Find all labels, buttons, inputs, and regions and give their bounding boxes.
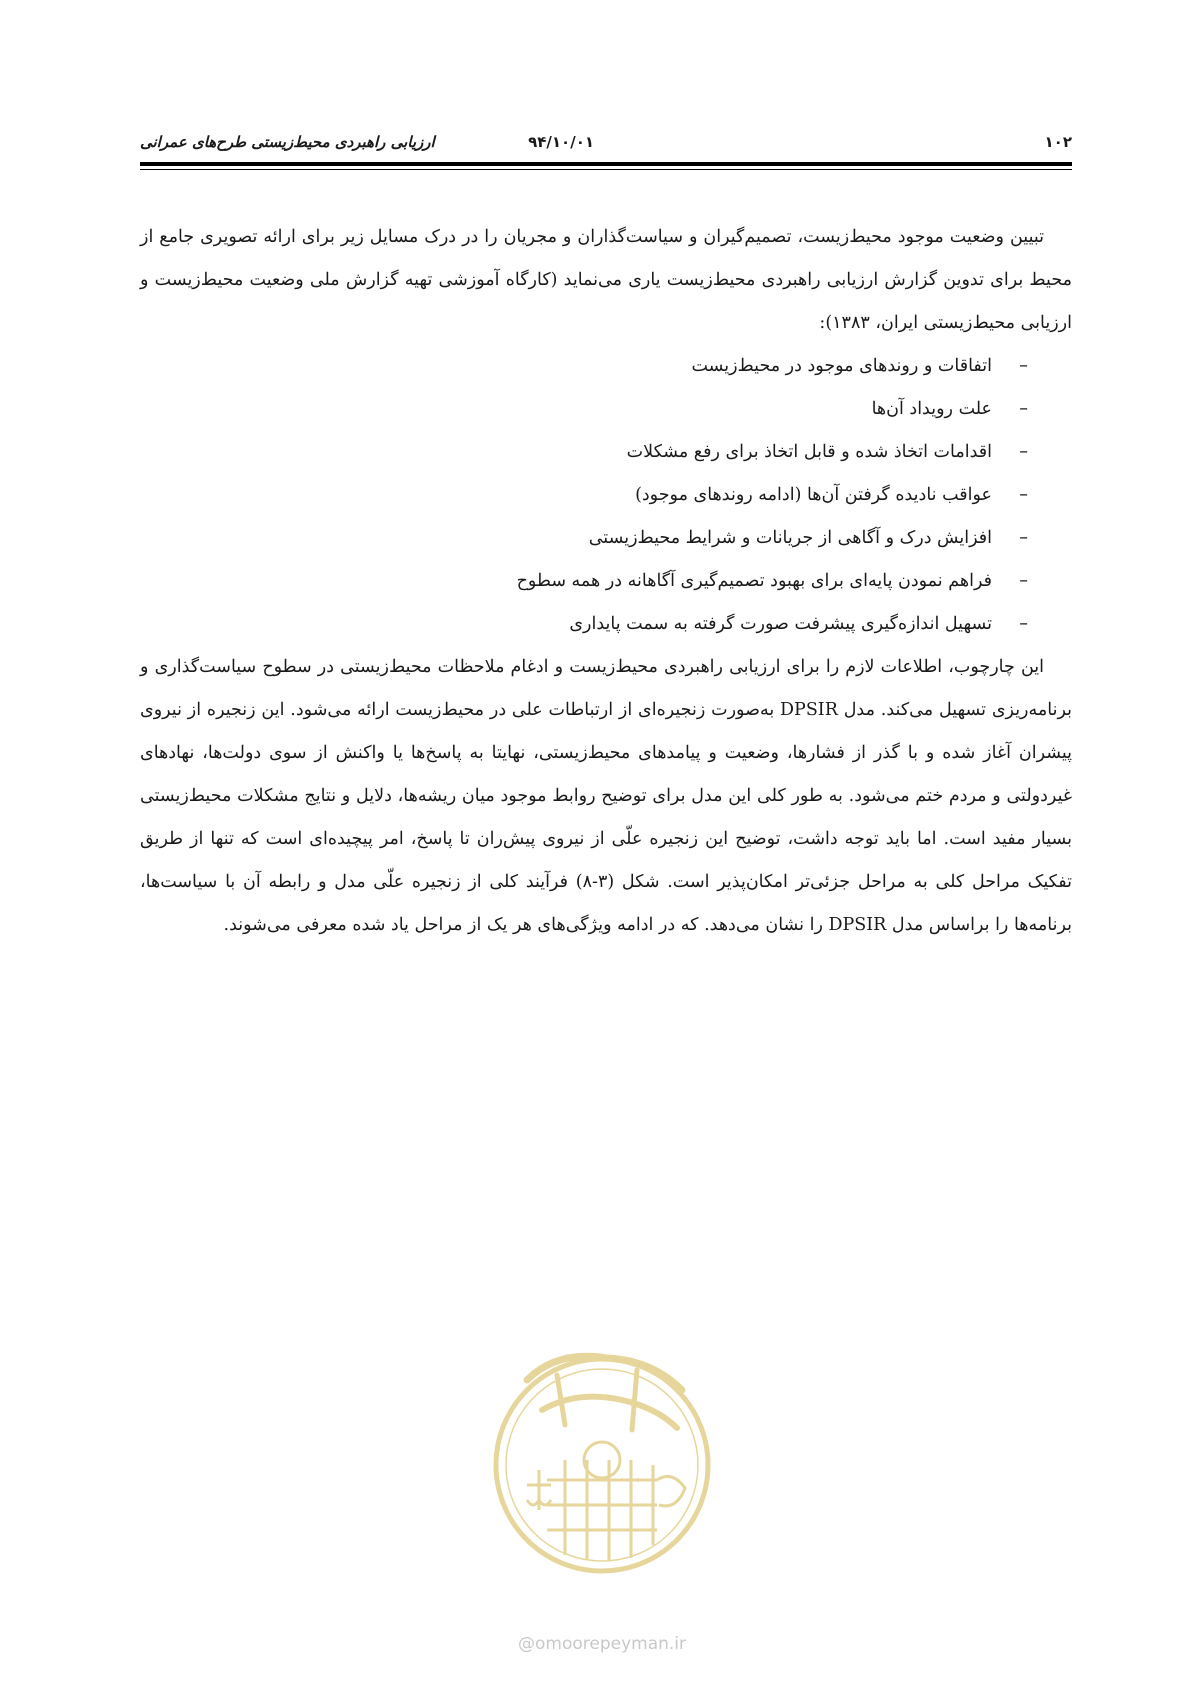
list-item — [140, 388, 1028, 431]
watermark-logo — [487, 1330, 717, 1620]
dash-marker: – — [1019, 442, 1028, 462]
bullet-text: فراهم نمودن پایه‌ای برای بهبود تصمیم‌گیری آگاهانه در همه سطوح — [516, 571, 992, 591]
bullet-list — [140, 345, 1072, 646]
main-paragraph: این چارچوب، اطلاعات لازم را برای ارزیابی راهبردی محیط‌زیست و ادغام ملاحظات محیط‌زیستی در سطوح سیاست‌گذاری و برنامه‌ریزی تسهیل می‌کند. مدل DPSIR به‌صورت زنجیره‌ای از ارتباطات علی در محیط‌زیست ارائه می‌شود. این زنجیره از نیروی پیشران آغاز شده و با گذر از فشارها، وضعیت و پیامدهای محیط‌زیستی، نهایتا به پاسخ‌ها یا واکنش از سوی دولت‌ها، نهادهای غیردولتی و مردم ختم می‌شود. به طور کلی این مدل برای توضیح روابط موجود میان ریشه‌ها، دلایل و نتایج مشکلات محیط‌زیستی بسیار مفید است. اما باید توجه داشت، توضیح این زنجیره علّی از نیروی پیش‌ران تا پاسخ، امر پیچیده‌ای است که تنها از طریق تفکیک مراحل کلی به مراحل جزئی‌تر امکان‌پذیر است. شکل (۳-۸) فرآیند کلی از زنجیره علّی مدل و رابطه آن با سیاست‌ها، برنامه‌ها را براساس مدل DPSIR را نشان می‌دهد. که در ادامه ویژگی‌های هر یک از مراحل یاد شده معرفی می‌شوند. — [140, 657, 1073, 935]
seal-icon — [487, 1330, 717, 1620]
dash-marker: – — [1019, 356, 1028, 376]
dash-marker: – — [1019, 485, 1028, 505]
bullet-text: اتفاقات و روندهای موجود در محیط‌زیست — [691, 356, 992, 376]
bullet-text: عواقب نادیده گرفتن آن‌ها (ادامه روندهای موجود) — [635, 485, 992, 505]
bullet-text: علت رویداد آن‌ها — [871, 399, 992, 419]
bullet-text: تسهیل اندازه‌گیری پیشرفت صورت گرفته به سمت پایداری — [569, 614, 992, 634]
bullet-text: افزایش درک و آگاهی از جریانات و شرایط محیط‌زیستی — [588, 528, 992, 548]
page-header — [140, 128, 1072, 156]
list-item — [140, 603, 1028, 646]
dash-marker: – — [1019, 614, 1028, 634]
list-item — [140, 474, 1028, 517]
watermark-url: @omoorepeyman.ir — [517, 1634, 687, 1654]
list-item — [140, 517, 1028, 560]
header-rule-thin — [140, 169, 1072, 170]
header-rule-thick — [140, 162, 1072, 166]
list-item — [140, 431, 1028, 474]
page-number: ۱۰۲ — [1044, 133, 1072, 151]
bullet-text: اقدامات اتخاذ شده و قابل اتخاذ برای رفع مشکلات — [626, 442, 992, 462]
list-item — [140, 560, 1028, 603]
dash-marker: – — [1019, 571, 1028, 591]
running-title: ارزیابی راهبردی محیط‌زیستی طرح‌های عمرانی — [140, 133, 435, 151]
dash-marker: – — [1019, 528, 1028, 548]
dash-marker: – — [1019, 399, 1028, 419]
header-date: ۹۴/۱۰/۰۱ — [528, 133, 594, 151]
list-item — [140, 345, 1028, 388]
page-body — [140, 216, 1072, 947]
intro-paragraph: تبیین وضعیت موجود محیط‌زیست، تصمیم‌گیران و سیاست‌گذاران و مجریان را در درک مسایل زیر برای ارائه تصویری جامع از محیط برای تدوین گزارش ارزیابی راهبردی محیط‌زیست یاری می‌نماید (کارگاه آموزشی تهیه گزارش ملی وضعیت محیط‌زیست و ارزیابی محیط‌زیستی ایران، ۱۳۸۳): — [140, 227, 1072, 333]
